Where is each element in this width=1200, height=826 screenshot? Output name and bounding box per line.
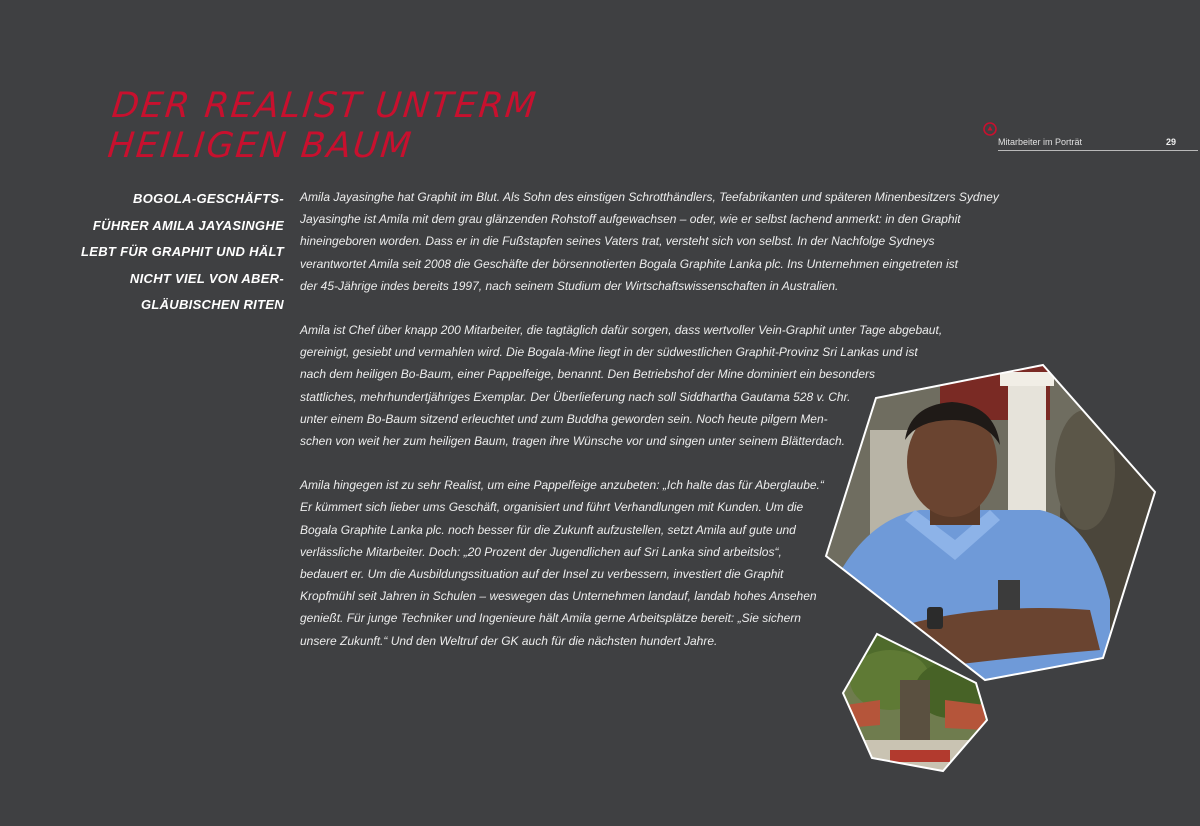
text-line: unsere Zukunft.“ Und den Weltruf der GK auch für die nächsten hundert Jahre. [300, 633, 718, 648]
lead-line: NICHT VIEL VON ABER- [129, 270, 284, 286]
title-line-1: DER REALIST UNTERM [110, 86, 540, 126]
text-line: schen von weit her zum heiligen Baum, tragen ihre Wünsche vor und singen unter seinem Blätterdach. [300, 434, 845, 449]
text-line: genießt. Für junge Techniker und Ingenieure hält Amila gerne Arbeitsplätze bereit: „Sie sichern [300, 611, 801, 626]
text-line: Bogala Graphite Lanka plc. noch besser für die Zukunft aufzustellen, setzt Amila auf gute und [300, 522, 796, 537]
lead-line: LEBT FÜR GRAPHIT UND HÄLT [81, 244, 284, 259]
text-line: unter einem Bo-Baum sitzend erleuchtet und zum Buddha geworden sein. Noch heute pilgern Men- [300, 411, 828, 426]
text-line: verantwortet Amila seit 2008 die Geschäfte der börsennotierten Bogala Graphite Lanka plc. Ins Unternehmen eingetreten ist [300, 256, 958, 271]
text-line: bedauert er. Um die Ausbildungssituation auf der Insel zu verbessern, investiert die Graphit [300, 567, 784, 582]
text-line: Er kümmert sich lieber ums Geschäft, organisiert und führt Verhandlungen mit Kunden. Um die [300, 500, 804, 515]
text-line: verlässliche Mitarbeiter. Doch: „20 Prozent der Jugendlichen auf Sri Lanka sind arbeitslos“, [300, 544, 782, 559]
page-number: 29 [1166, 137, 1177, 147]
text-line: Amila hingegen ist zu sehr Realist, um eine Pappelfeige anzubeten: „Ich halte das für Aberglaube.“ [300, 478, 824, 493]
text-line: gereinigt, gesiebt und vermahlen wird. Die Bogala-Mine liegt in der südwestlichen Graphit-Provinz Sri Lankas und ist [300, 345, 918, 360]
text-line: Amila Jayasinghe hat Graphit im Blut. Als Sohn des einstigen Schrotthändlers, Teefabrikanten und späteren Minenbesitzers Sydney [300, 190, 999, 204]
lead-line: BOGOLA-GESCHÄFTS- [133, 191, 284, 206]
text-line: Amila ist Chef über knapp 200 Mitarbeiter, die tagtäglich dafür sorgen, dass wertvoller Vein-Graphit unter Tage abgebaut, [300, 323, 943, 338]
lead-line: FÜHRER AMILA JAYASINGHE [92, 217, 284, 233]
text-line: Kropfmühl seit Jahren in Schulen – weswegen das Unternehmen landauf, landab hohes Ansehen [300, 589, 817, 604]
text-line: nach dem heiligen Bo-Baum, einer Pappelfeige, benannt. Den Betriebshof der Mine dominiert ein besonders [300, 367, 876, 382]
lead-line: GLÄUBISCHEN RITEN [140, 297, 284, 312]
text-line: stattliches, mehrhundertjähriges Exemplar. Der Überlieferung nach soll Siddhartha Gautama 528 v. Chr. [300, 389, 851, 404]
text-line: hineingeboren worden. Dass er in die Fußstapfen seines Vaters trat, versteht sich von selbst. In der Nachfolge Sydneys [300, 234, 935, 249]
title-line-2: HEILIGEN BAUM [105, 126, 415, 166]
text-line: Jayasinghe ist Amila mit dem grau glänzenden Rohstoff aufgewachsen – oder, wie er selbst lachend anmerkt: in den Graphit [300, 212, 961, 227]
section-label: Mitarbeiter im Porträt [998, 137, 1083, 147]
text-line: der 45-Jährige indes bereits 1997, nach seinem Studium der Wirtschaftswissenschaften in Australien. [300, 278, 839, 293]
